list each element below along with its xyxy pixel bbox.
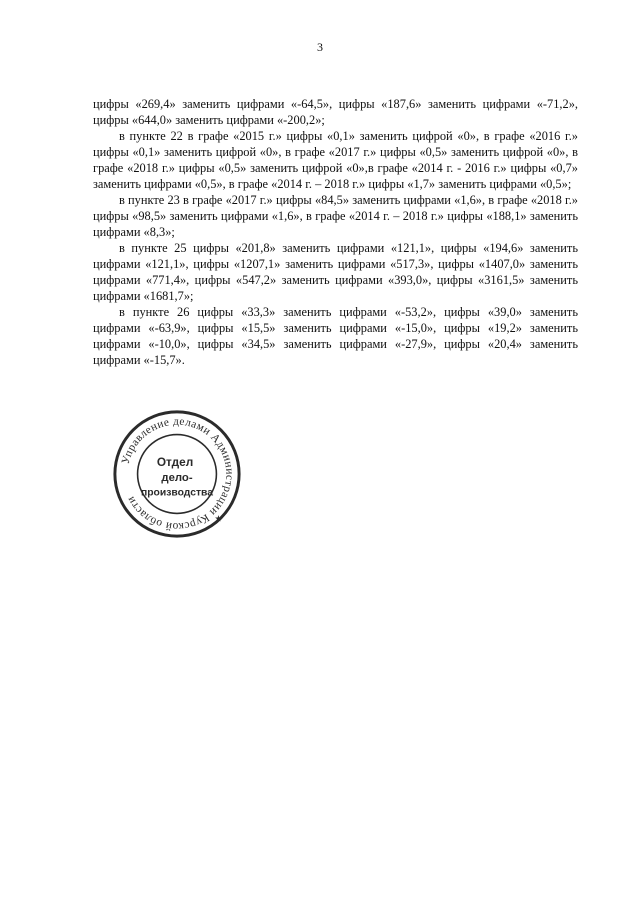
- stamp-ring-text: Управление делами Администрации Курской области: [119, 415, 236, 533]
- paragraph-item-22: в пункте 22 в графе «2015 г.» цифры «0,1» заменить цифрой «0», в графе «2016 г.» цифры «0,1» заменить цифрой «0», в графе «2017 г.» цифры «0,5» заменить цифрой «0», в графе «2018 г.» цифры «0,5» заменить цифрой «0»,в графе «2014 г. - 2016 г.» цифры «0,7» заменить цифрами «0,5», в графе «2014 г. – 2018 г.» цифры «1,7» заменить цифрами «0,5»;: [93, 129, 578, 191]
- svg-text:★: ★: [214, 514, 223, 525]
- paragraph-continuation: цифры «269,4» заменить цифрами «-64,5», цифры «187,6» заменить цифрами «-71,2», цифры «644,0» заменить цифрами «-200,2»;: [93, 97, 578, 127]
- stamp-line-1: Отдел: [156, 455, 194, 470]
- page-number: 3: [317, 40, 323, 54]
- stamp-line-3: производства: [140, 487, 214, 499]
- paragraph-item-23: в пункте 23 в графе «2017 г.» цифры «84,5» заменить цифрами «1,6», в графе «2018 г.» цифры «98,5» заменить цифрами «1,6», в графе «2014 г. – 2018 г.» цифры «188,1» заменить цифрами «8,3»;: [93, 193, 578, 239]
- stamp-line-2: дело-: [161, 471, 193, 484]
- document-body: [93, 96, 578, 368]
- paragraph-item-25: в пункте 25 цифры «201,8» заменить цифрами «121,1», цифры «194,6» заменить цифрами «121,1», цифры «1207,1» заменить цифрами «517,3», цифры «1407,0» заменить цифрами «771,4», цифры «547,2» заменить цифрами «393,0», цифры «3161,5» заменить цифрами «1681,7»;: [93, 241, 578, 303]
- stamp-seal-icon: [108, 405, 246, 543]
- office-stamp: [108, 405, 246, 543]
- paragraph-item-26: в пункте 26 цифры «33,3» заменить цифрами «-53,2», цифры «39,0» заменить цифрами «-63,9», цифры «15,5» заменить цифрами «-15,0», цифры «19,2» заменить цифрами «-10,0», цифры «34,5» заменить цифрами «-27,9», цифры «20,4» заменить цифрами «-15,7».: [93, 305, 578, 367]
